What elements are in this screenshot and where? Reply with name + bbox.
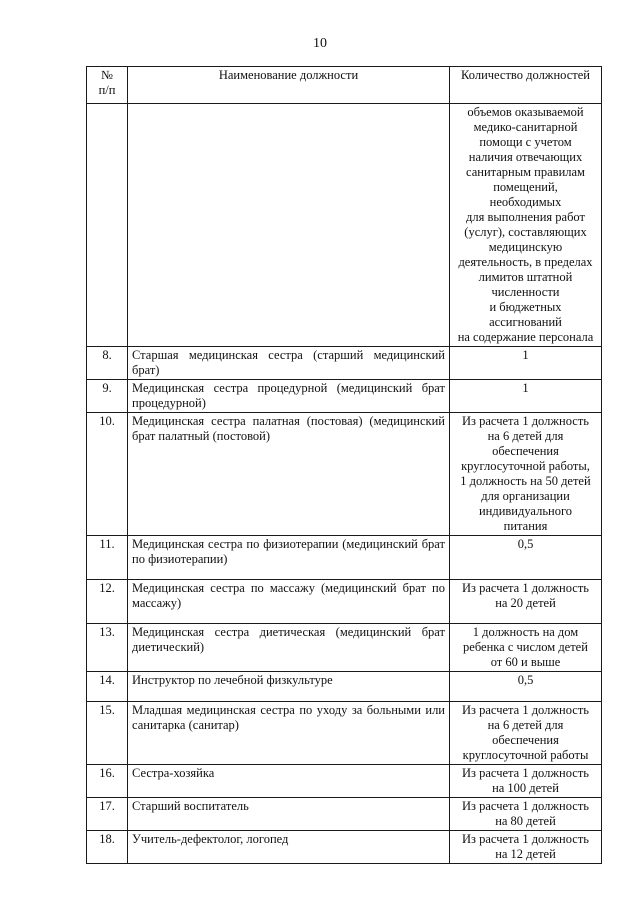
table-row — [87, 624, 602, 672]
row-number: 18. — [87, 831, 128, 864]
row-number: 14. — [87, 672, 128, 702]
header-number: № п/п — [87, 67, 128, 104]
table-row — [87, 413, 602, 536]
row-position-name: Медицинская сестра палатная (постовая) (медицинский брат палатный (постовой) — [128, 413, 450, 536]
row-position-name: Старший воспитатель — [128, 798, 450, 831]
table-row — [87, 536, 602, 580]
table-row — [87, 347, 602, 380]
header-position-count: Количество должностей — [450, 67, 602, 104]
row-position-name: Сестра-хозяйка — [128, 765, 450, 798]
table-row — [87, 672, 602, 702]
page-number: 10 — [313, 36, 327, 51]
header-position-name: Наименование должности — [128, 67, 450, 104]
row-number: 12. — [87, 580, 128, 624]
row-position-name: Медицинская сестра диетическая (медицинский брат диетический) — [128, 624, 450, 672]
row-position-count: 1 должность на дом ребенка с числом детей от 60 и выше — [450, 624, 602, 672]
row-position-count: Из расчета 1 должность на 6 детей для обеспечения круглосуточной работы, 1 должность на 50 детей для организации индивидуального питания — [450, 413, 602, 536]
row-number: 10. — [87, 413, 128, 536]
row-position-count: 1 — [450, 380, 602, 413]
row-position-count: Из расчета 1 должность на 12 детей — [450, 831, 602, 864]
table-row — [87, 765, 602, 798]
row-position-name: Учитель-дефектолог, логопед — [128, 831, 450, 864]
row-position-name: Медицинская сестра процедурной (медицинский брат процедурной) — [128, 380, 450, 413]
row-number: 16. — [87, 765, 128, 798]
row-number: 8. — [87, 347, 128, 380]
row-number — [87, 104, 128, 347]
row-number: 15. — [87, 702, 128, 765]
table-row — [87, 580, 602, 624]
table-row — [87, 380, 602, 413]
row-number: 9. — [87, 380, 128, 413]
row-number: 13. — [87, 624, 128, 672]
row-position-name: Медицинская сестра по физиотерапии (медицинский брат по физиотерапии) — [128, 536, 450, 580]
table-row — [87, 798, 602, 831]
table-row — [87, 104, 602, 347]
table-row — [87, 831, 602, 864]
row-position-name: Медицинская сестра по массажу (медицинский брат по массажу) — [128, 580, 450, 624]
table-row — [87, 702, 602, 765]
row-number: 11. — [87, 536, 128, 580]
row-position-count: объемов оказываемой медико-санитарной помощи с учетом наличия отвечающих санитарным правилам помещений, необходимых для выполнения работ (услуг), составляющих медицинскую деятельность, в пределах лимитов штатной численности и бюджетных ассигнований на содержание персонала — [450, 104, 602, 347]
row-position-count: Из расчета 1 должность на 6 детей для обеспечения круглосуточной работы — [450, 702, 602, 765]
table-header-row — [87, 67, 602, 104]
row-position-name — [128, 104, 450, 347]
row-position-name: Старшая медицинская сестра (старший медицинский брат) — [128, 347, 450, 380]
row-position-count: 0,5 — [450, 536, 602, 580]
row-position-count: Из расчета 1 должность на 80 детей — [450, 798, 602, 831]
row-position-count: 1 — [450, 347, 602, 380]
row-position-name: Инструктор по лечебной физкультуре — [128, 672, 450, 702]
row-position-count: Из расчета 1 должность на 100 детей — [450, 765, 602, 798]
staff-positions-table — [86, 66, 602, 864]
row-position-count: Из расчета 1 должность на 20 детей — [450, 580, 602, 624]
row-position-name: Младшая медицинская сестра по уходу за больными или санитарка (санитар) — [128, 702, 450, 765]
row-number: 17. — [87, 798, 128, 831]
row-position-count: 0,5 — [450, 672, 602, 702]
